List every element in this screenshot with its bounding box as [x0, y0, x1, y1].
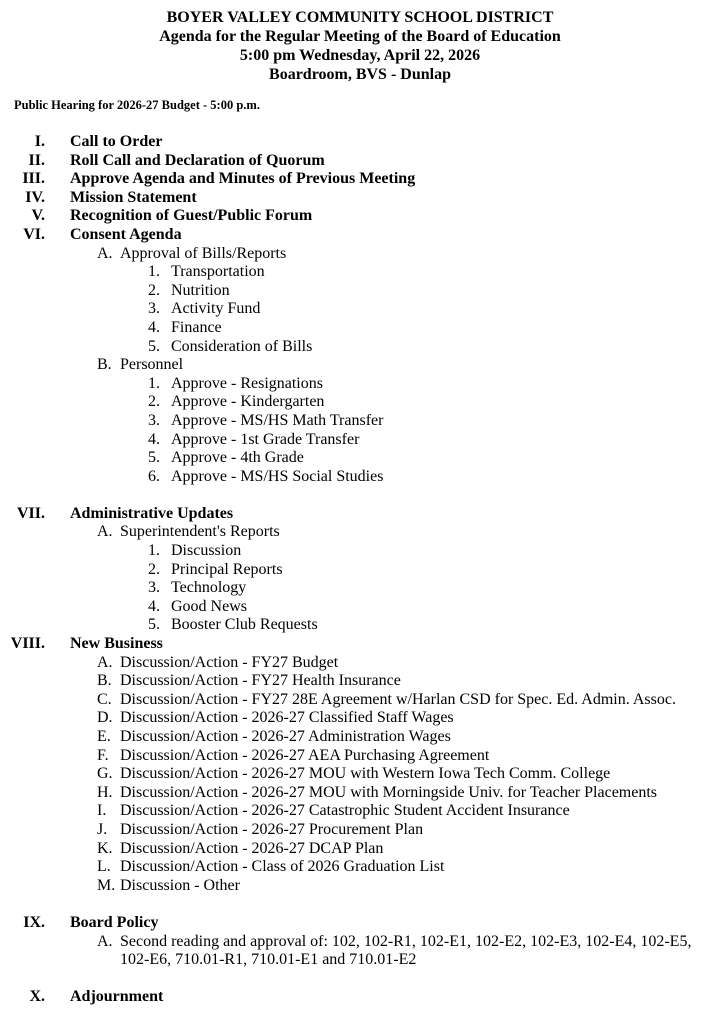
agenda-subitem	[0, 375, 720, 394]
agenda-section	[0, 988, 720, 1007]
subitem-number: 4.	[148, 430, 160, 448]
item-text: Discussion/Action - 2026-27 Catastrophic Student Accident Insurance	[120, 802, 570, 820]
item-text: Discussion/Action - 2026-27 MOU with Morningside Univ. for Teacher Placements	[120, 783, 658, 801]
agenda-section	[0, 207, 720, 226]
item-text: Personnel	[120, 356, 184, 374]
subitem-number: 5.	[148, 449, 160, 467]
subitem-number: 4.	[148, 318, 160, 336]
agenda-section	[0, 226, 720, 245]
subitem-text: Finance	[171, 318, 222, 336]
item-letter: H.	[97, 783, 113, 801]
item-text: Discussion/Action - 2026-27 MOU with Western Iowa Tech Comm. College	[120, 765, 611, 783]
item-text: Discussion/Action - FY27 Health Insurance	[120, 672, 401, 690]
item-letter: A.	[97, 244, 113, 262]
blank-line	[0, 895, 720, 914]
section-numeral: IX.	[23, 913, 45, 931]
item-text: Discussion/Action - 2026-27 Administration Wages	[120, 728, 451, 745]
agenda-section	[0, 189, 720, 208]
item-text: Discussion/Action - 2026-27 Procurement Plan	[120, 820, 424, 838]
agenda-list	[0, 133, 720, 1007]
agenda-section	[0, 170, 720, 189]
item-letter: G.	[97, 765, 113, 783]
section-numeral: V.	[31, 207, 45, 225]
meeting-datetime: 5:00 pm Wednesday, April 22, 2026	[239, 47, 481, 64]
section-title: Call to Order	[70, 133, 163, 150]
subitem-number: 6.	[148, 467, 160, 485]
section-numeral: IV.	[25, 188, 45, 206]
subitem-text: Approve - Kindergarten	[171, 393, 325, 411]
item-letter: A.	[97, 653, 113, 671]
subitem-text: Transportation	[171, 263, 265, 281]
item-text: Discussion/Action - 2026-27 Classified Staff Wages	[120, 709, 454, 727]
subitem-number: 3.	[148, 411, 160, 429]
section-title: Roll Call and Declaration of Quorum	[70, 151, 325, 169]
document-header	[0, 8, 720, 84]
agenda-item	[0, 821, 720, 840]
agenda-item	[0, 802, 720, 821]
public-hearing-note: Public Hearing for 2026-27 Budget - 5:00 p.m.	[14, 98, 260, 112]
subitem-number: 2.	[148, 281, 160, 299]
agenda-subitem	[0, 616, 720, 635]
item-letter: F.	[97, 746, 109, 764]
subitem-text: Discussion	[171, 542, 242, 560]
item-letter: A.	[97, 523, 113, 541]
agenda-section	[0, 152, 720, 171]
agenda-subitem	[0, 393, 720, 412]
item-letter: L.	[97, 858, 111, 876]
subitem-text: Technology	[171, 579, 247, 597]
item-letter: J.	[97, 820, 108, 838]
meeting-location: Boardroom, BVS - Dunlap	[269, 66, 451, 83]
item-text: Discussion/Action - FY27 28E Agreement w/Harlan CSD for Spec. Ed. Admin. Assoc.	[120, 690, 676, 708]
item-letter: B.	[97, 672, 112, 690]
section-title: Administrative Updates	[70, 504, 234, 522]
agenda-item	[0, 523, 720, 542]
subitem-text: Booster Club Requests	[171, 616, 318, 634]
section-title: New Business	[70, 635, 163, 653]
subitem-text: Consideration of Bills	[171, 337, 313, 355]
subitem-text: Nutrition	[171, 281, 230, 299]
agenda-item	[0, 840, 720, 859]
subitem-number: 5.	[148, 616, 160, 634]
section-title: Board Policy	[70, 913, 159, 931]
item-letter: B.	[97, 356, 112, 374]
item-letter: A.	[97, 932, 113, 950]
agenda-item	[0, 747, 720, 766]
agenda-item	[0, 933, 720, 970]
agenda-item	[0, 691, 720, 710]
agenda-subitem	[0, 598, 720, 617]
agenda-section	[0, 133, 720, 152]
item-letter: M.	[97, 876, 116, 894]
agenda-subitem	[0, 319, 720, 338]
agenda-subitem	[0, 561, 720, 580]
section-numeral: VIII.	[10, 635, 45, 653]
agenda-item	[0, 728, 720, 747]
subitem-text: Principal Reports	[171, 560, 283, 578]
item-text: Superintendent's Reports	[120, 523, 280, 541]
item-text: Discussion - Other	[120, 876, 240, 894]
subitem-number: 1.	[148, 263, 160, 281]
subitem-text: Good News	[171, 597, 247, 615]
blank-line	[0, 970, 720, 989]
subitem-number: 3.	[148, 300, 160, 318]
subitem-number: 2.	[148, 560, 160, 578]
meeting-title: Agenda for the Regular Meeting of the Board of Education	[159, 28, 561, 45]
item-text: Discussion/Action - FY27 Budget	[120, 653, 339, 671]
section-title: Consent Agenda	[70, 225, 182, 243]
agenda-subitem	[0, 263, 720, 282]
item-letter: D.	[97, 709, 113, 727]
item-text: Discussion/Action - Class of 2026 Graduation List	[120, 858, 445, 876]
agenda-item	[0, 765, 720, 784]
section-numeral: I.	[34, 133, 45, 150]
agenda-subitem	[0, 300, 720, 319]
subitem-number: 4.	[148, 597, 160, 615]
item-text: Discussion/Action - 2026-27 DCAP Plan	[120, 839, 384, 857]
agenda-subitem	[0, 468, 720, 487]
subitem-text: Approve - MS/HS Math Transfer	[171, 411, 384, 429]
section-numeral: VI.	[23, 225, 45, 243]
section-numeral: III.	[22, 170, 45, 188]
item-letter: C.	[97, 690, 112, 708]
subitem-text: Approve - 4th Grade	[171, 449, 304, 467]
section-numeral: X.	[29, 988, 45, 1006]
blank-line	[0, 486, 720, 505]
section-title: Mission Statement	[70, 188, 197, 206]
section-numeral: II.	[28, 151, 45, 169]
item-letter: I.	[97, 802, 107, 820]
section-numeral: VII.	[16, 504, 45, 522]
item-letter: K.	[97, 839, 113, 857]
agenda-item	[0, 672, 720, 691]
section-title: Approve Agenda and Minutes of Previous Meeting	[70, 170, 416, 188]
subitem-text: Approve - MS/HS Social Studies	[171, 467, 384, 485]
agenda-subitem	[0, 282, 720, 301]
subitem-text: Activity Fund	[171, 300, 261, 318]
agenda-section	[0, 635, 720, 654]
agenda-item	[0, 245, 720, 264]
agenda-item	[0, 784, 720, 803]
agenda-item	[0, 356, 720, 375]
agenda-subitem	[0, 579, 720, 598]
section-title: Recognition of Guest/Public Forum	[70, 207, 313, 225]
agenda-subitem	[0, 449, 720, 468]
subitem-number: 2.	[148, 393, 160, 411]
agenda-item	[0, 877, 720, 896]
subitem-number: 1.	[148, 542, 160, 560]
district-name: BOYER VALLEY COMMUNITY SCHOOL DISTRICT	[166, 9, 554, 26]
agenda-item	[0, 654, 720, 673]
subitem-text: Approve - Resignations	[171, 374, 323, 392]
item-letter: E.	[97, 728, 111, 745]
agenda-subitem	[0, 542, 720, 561]
subitem-number: 1.	[148, 374, 160, 392]
item-text: Discussion/Action - 2026-27 AEA Purchasing Agreement	[120, 746, 490, 764]
agenda-section	[0, 505, 720, 524]
item-text: Second reading and approval of: 102, 102-R1, 102-E1, 102-E2, 102-E3, 102-E4, 102-E5, 102-E6, 710.01-R1, 710.01-E1 and 710.01-E2	[120, 932, 692, 969]
agenda-item	[0, 858, 720, 877]
subitem-number: 5.	[148, 337, 160, 355]
subitem-text: Approve - 1st Grade Transfer	[171, 430, 360, 448]
section-title: Adjournment	[70, 988, 164, 1006]
agenda-subitem	[0, 338, 720, 357]
agenda-item	[0, 709, 720, 728]
agenda-subitem	[0, 431, 720, 450]
item-text: Approval of Bills/Reports	[120, 244, 287, 262]
subitem-number: 3.	[148, 579, 160, 597]
agenda-subitem	[0, 412, 720, 431]
agenda-section	[0, 914, 720, 933]
